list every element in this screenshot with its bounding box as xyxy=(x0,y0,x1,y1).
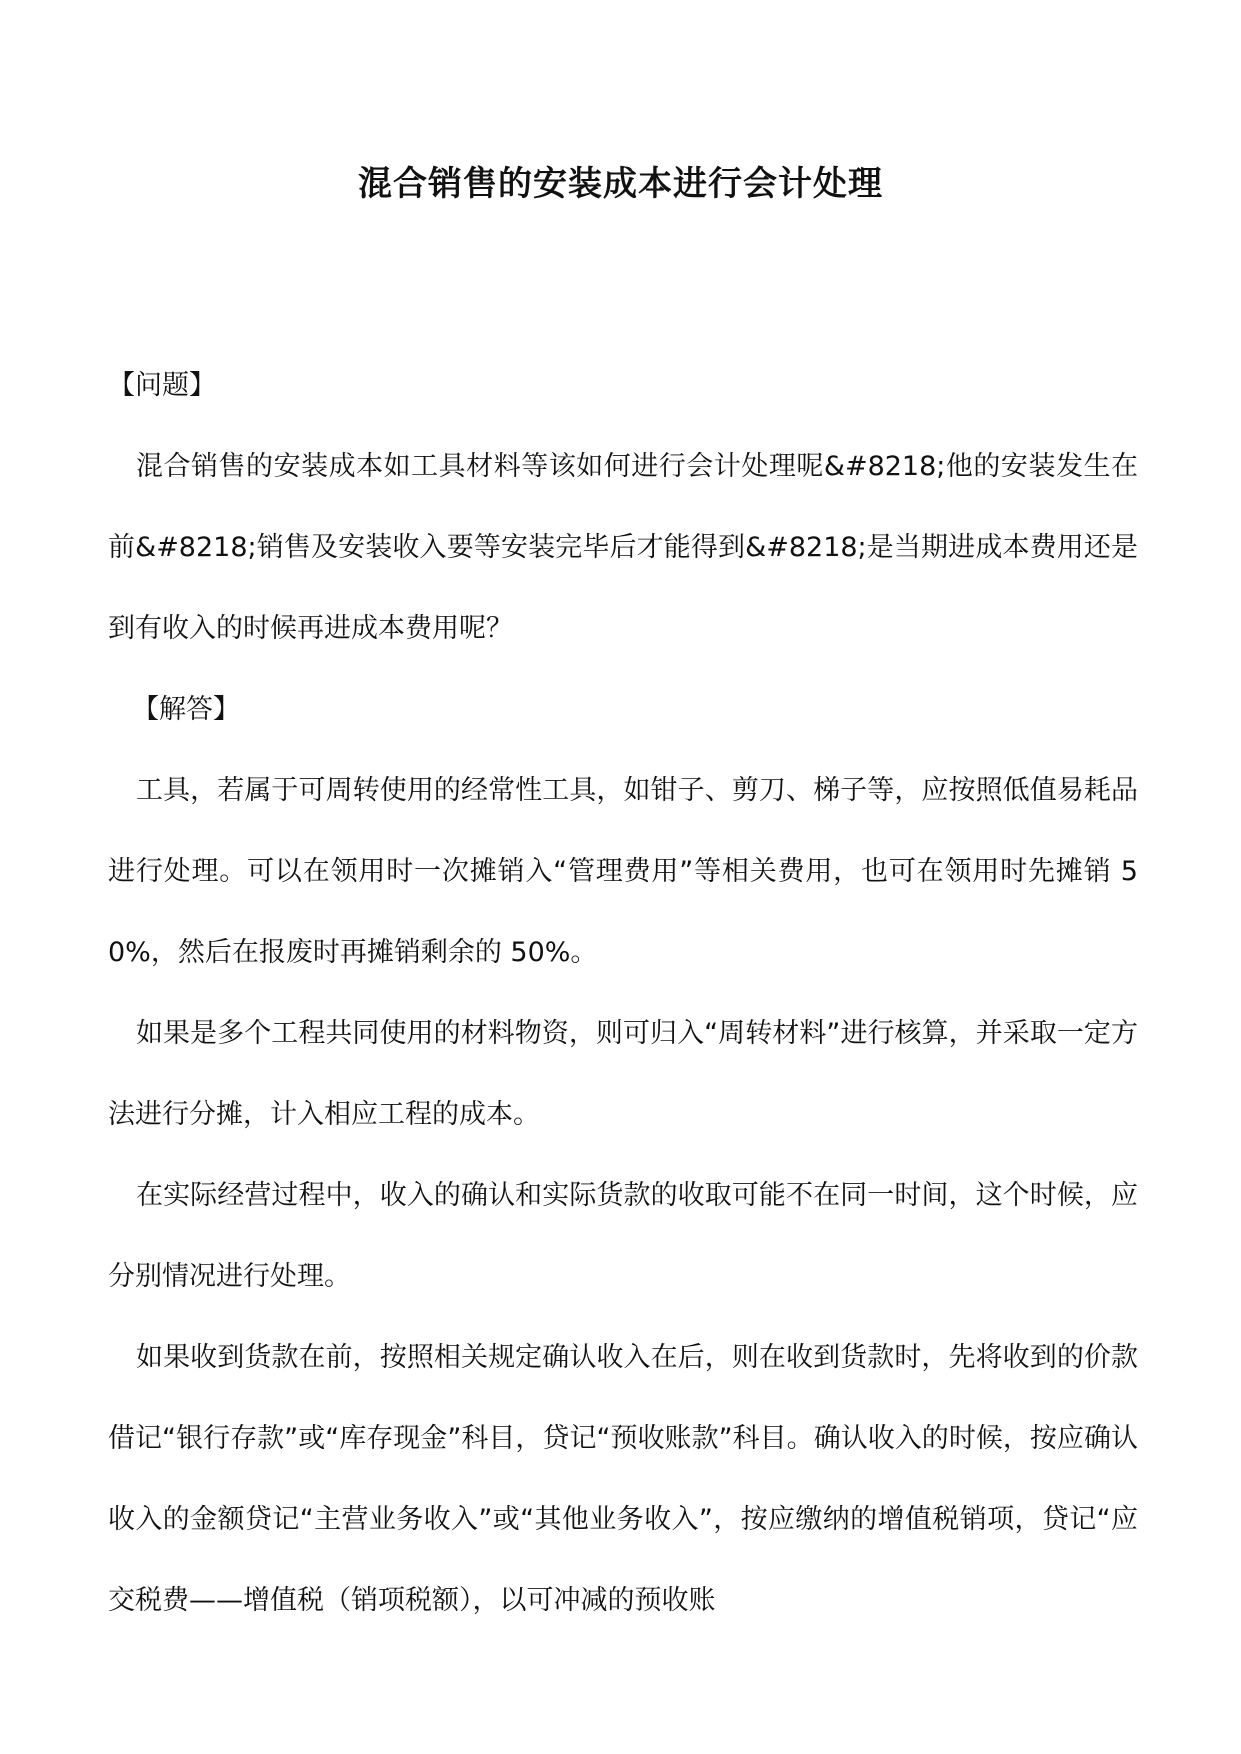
answer-paragraph-1: 工具，若属于可周转使用的经常性工具，如钳子、剪刀、梯子等，应按照低值易耗品进行处理。可以在领用时一次摊销入“管理费用”等相关费用，也可在领用时先摊销 50%，然后在报废时再摊销剩余的 50%。 xyxy=(108,775,1138,968)
answer-paragraph-3: 在实际经营过程中，收入的确认和实际货款的收取可能不在同一时间，这个时候，应分别情况进行处理。 xyxy=(108,1180,1138,1292)
answer-paragraph-4: 如果收到货款在前，按照相关规定确认收入在后，则在收到货款时，先将收到的价款借记“银行存款”或“库存现金”科目，贷记“预收账款”科目。确认收入的时候，按应确认收入的金额贷记“主营业务收入”或“其他业务收入”，按应缴纳的增值税销项，贷记“应交税费——增值税（销项税额），以可冲减的预收账 xyxy=(108,1342,1138,1616)
answer-paragraph-2: 如果是多个工程共同使用的材料物资，则可归入“周转材料”进行核算，并采取一定方法进行分摊，计入相应工程的成本。 xyxy=(108,1018,1138,1130)
document-body xyxy=(108,345,1138,1641)
document-title: 混合销售的安装成本进行会计处理 xyxy=(358,164,883,204)
question-paragraph: 混合销售的安装成本如工具材料等该如何进行会计处理呢&#8218;他的安装发生在前&#8218;销售及安装收入要等安装完毕后才能得到&#8218;是当期进成本费用还是到有收入的时候再进成本费用呢？ xyxy=(108,451,1138,644)
answer-label: 【解答】 xyxy=(132,694,240,725)
question-label: 【问题】 xyxy=(108,370,216,401)
